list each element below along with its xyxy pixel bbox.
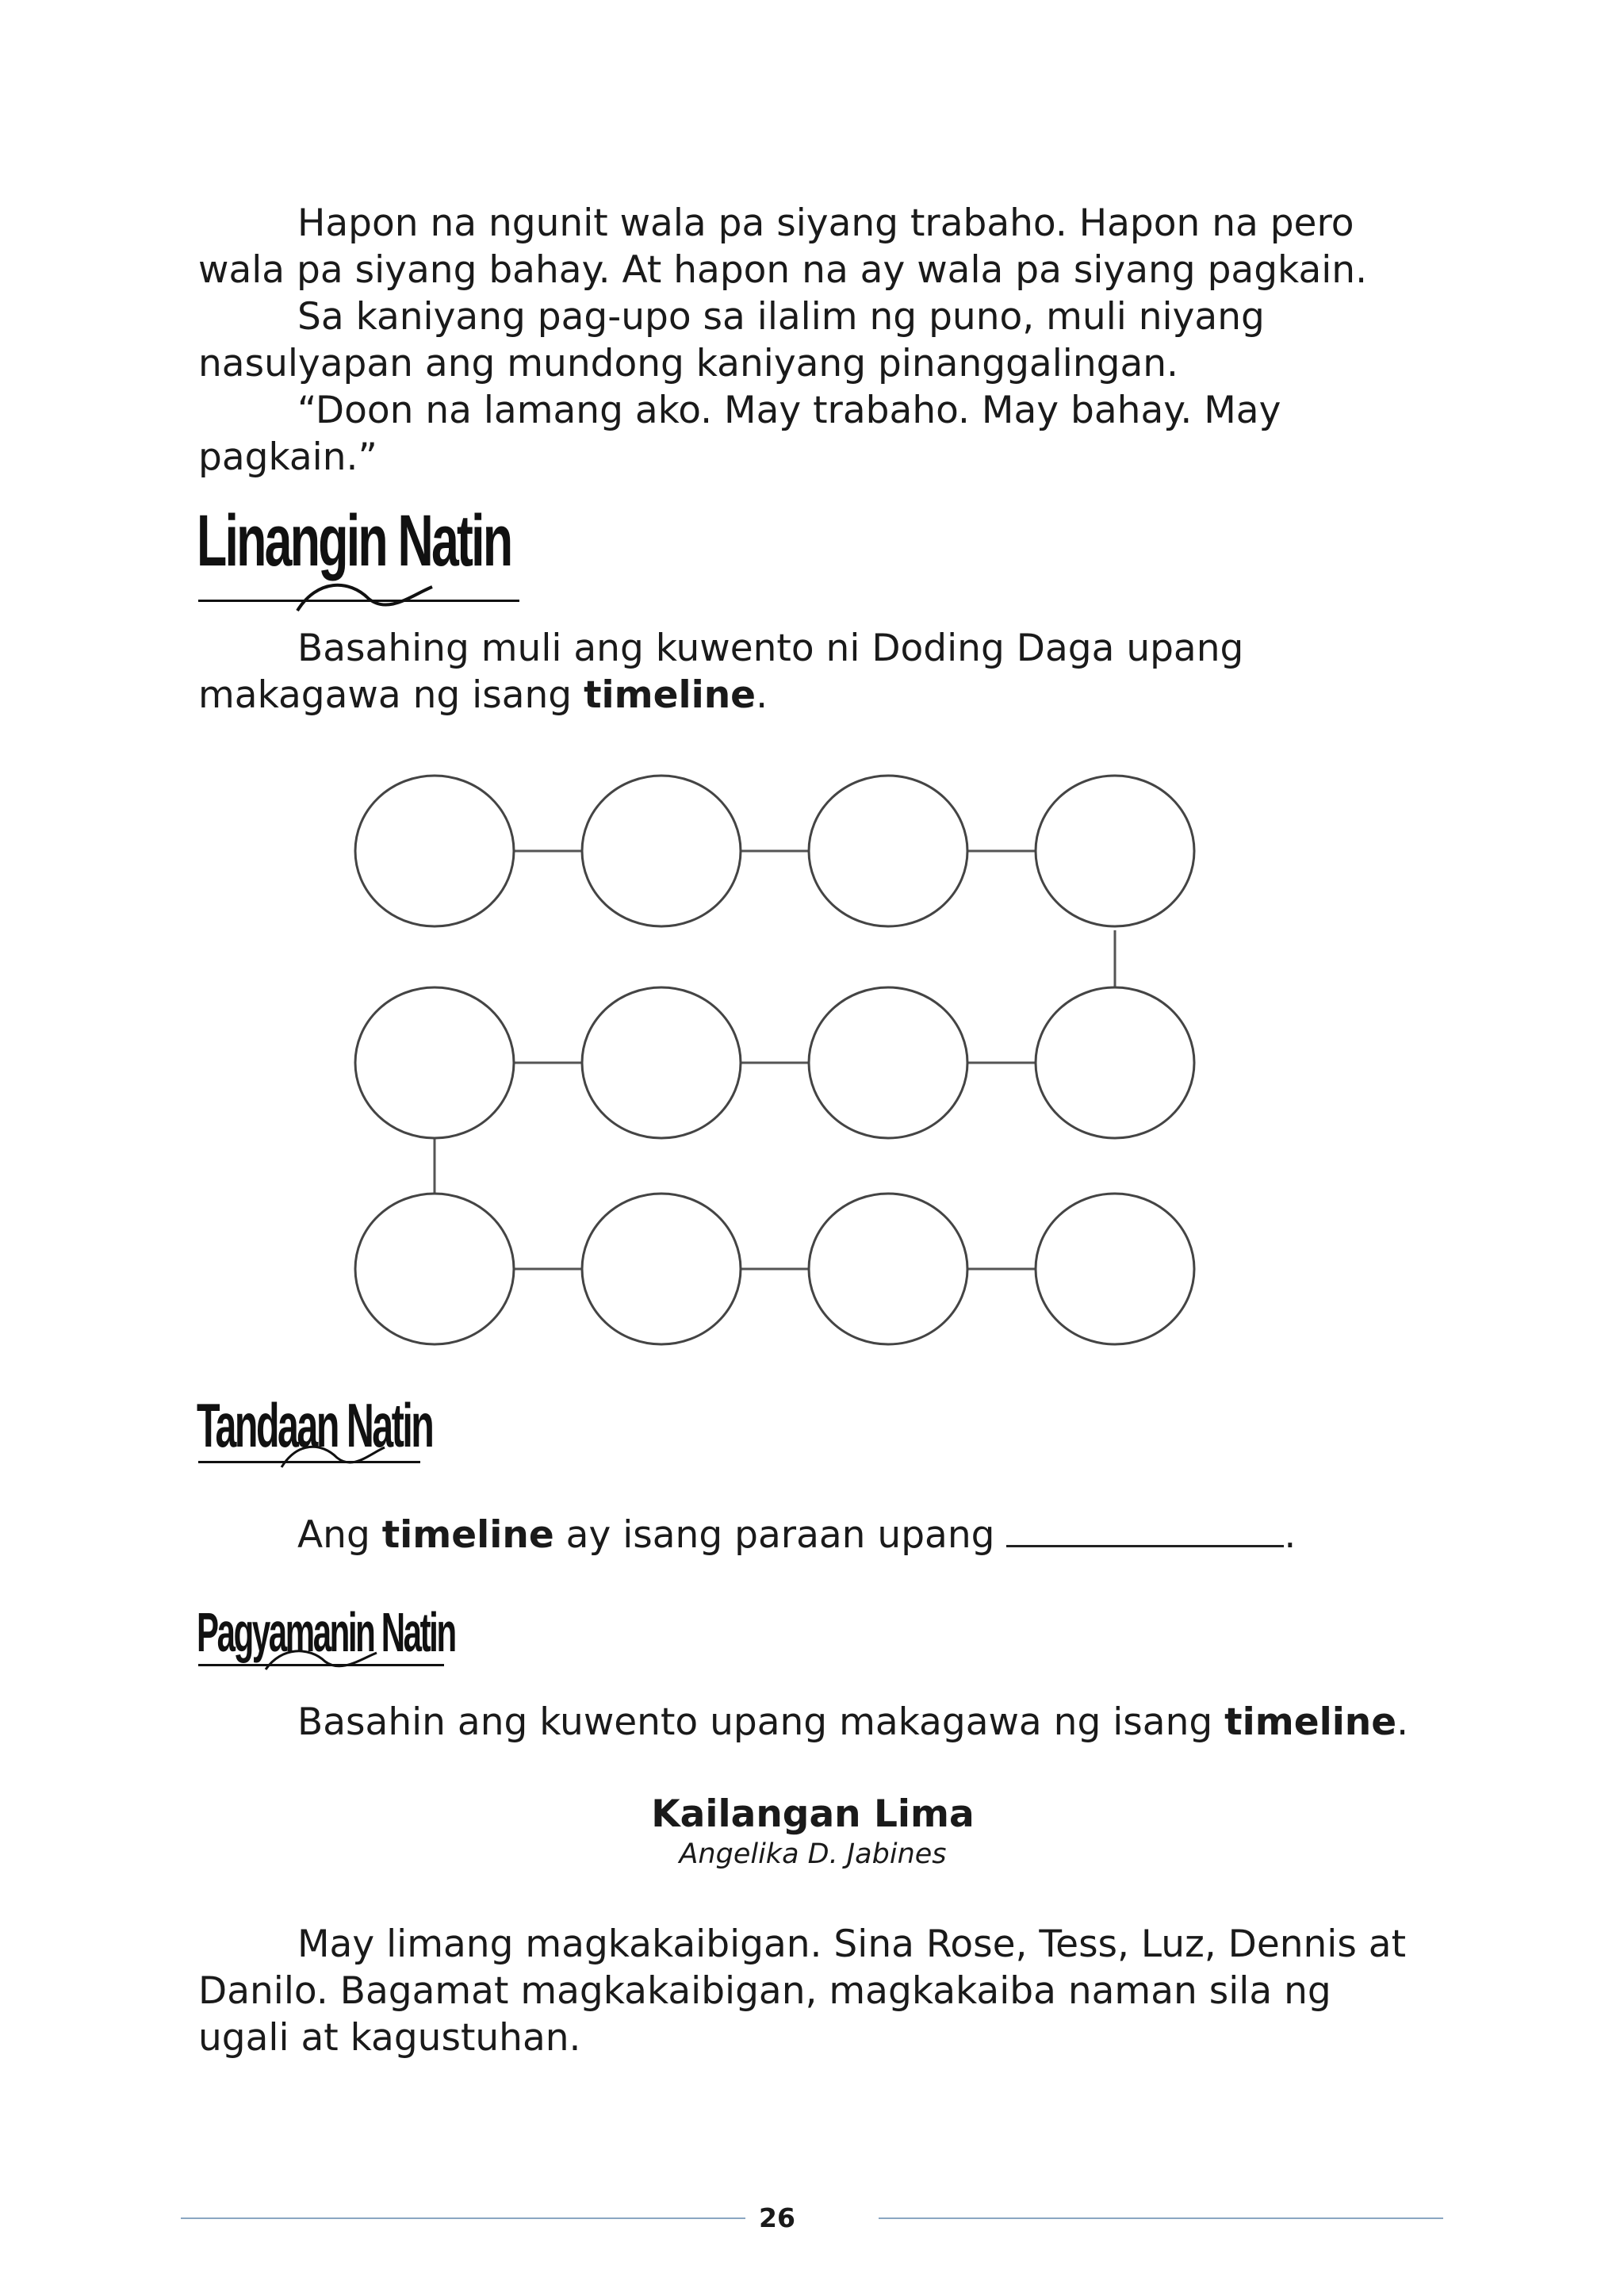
tandaan-sentence: Ang timeline ay isang paraan upang . [297, 1513, 1297, 1557]
timeline-circle-11 [809, 1194, 967, 1344]
answer-blank[interactable] [1006, 1513, 1284, 1547]
timeline-circle-1 [355, 776, 514, 926]
tandaan-swirl-icon [278, 1435, 389, 1475]
timeline-circle-12 [1036, 1194, 1194, 1344]
linangin-heading: Linangin Natin [197, 500, 511, 581]
footer-rule-right [879, 2217, 1443, 2219]
story-author: Angelika D. Jabines [679, 1838, 947, 1870]
timeline-circle-4 [1036, 776, 1194, 926]
linangin-instruction: Basahing muli ang kuwento ni Doding Daga upang makagawa ng isang timeline. [198, 627, 1244, 717]
story-paragraph-2: Sa kaniyang pag-upo sa ilalim ng puno, muli niyang nasulyapan ang mundong kaniyang pinanggalingan. [198, 295, 1265, 385]
timeline-circle-6 [582, 987, 741, 1138]
story-title: Kailangan Lima [651, 1792, 975, 1836]
pagyamanin-heading: Pagyamanin Natin [197, 1601, 455, 1663]
story2-paragraph: May limang magkakaibigan. Sina Rose, Tess, Luz, Dennis at Danilo. Bagamat magkakaibigan, magkakaiba naman sila ng ugali at kagustuhan. [198, 1922, 1407, 2060]
timeline-circle-8 [1036, 987, 1194, 1138]
pagyamanin-swirl-icon [262, 1642, 381, 1677]
timeline-circle-9 [355, 1194, 514, 1344]
timeline-circle-3 [809, 776, 967, 926]
page-number: 26 [759, 2202, 795, 2233]
timeline-circle-5 [355, 987, 514, 1138]
timeline-circle-2 [582, 776, 741, 926]
timeline-circle-10 [582, 1194, 741, 1344]
pagyamanin-instruction: Basahin ang kuwento upang makagawa ng isang timeline. [297, 1700, 1409, 1744]
timeline-circle-7 [809, 987, 967, 1138]
story-paragraph-3: “Doon na lamang ako. May trabaho. May bahay. May pagkain.” [198, 389, 1281, 479]
story-paragraph-1: Hapon na ngunit wala pa siyang trabaho. Hapon na pero wala pa siyang bahay. At hapon na ay wala pa siyang pagkain. [198, 201, 1368, 292]
tandaan-heading: Tandaan Natin [197, 1390, 433, 1460]
footer-rule-left [181, 2217, 745, 2219]
